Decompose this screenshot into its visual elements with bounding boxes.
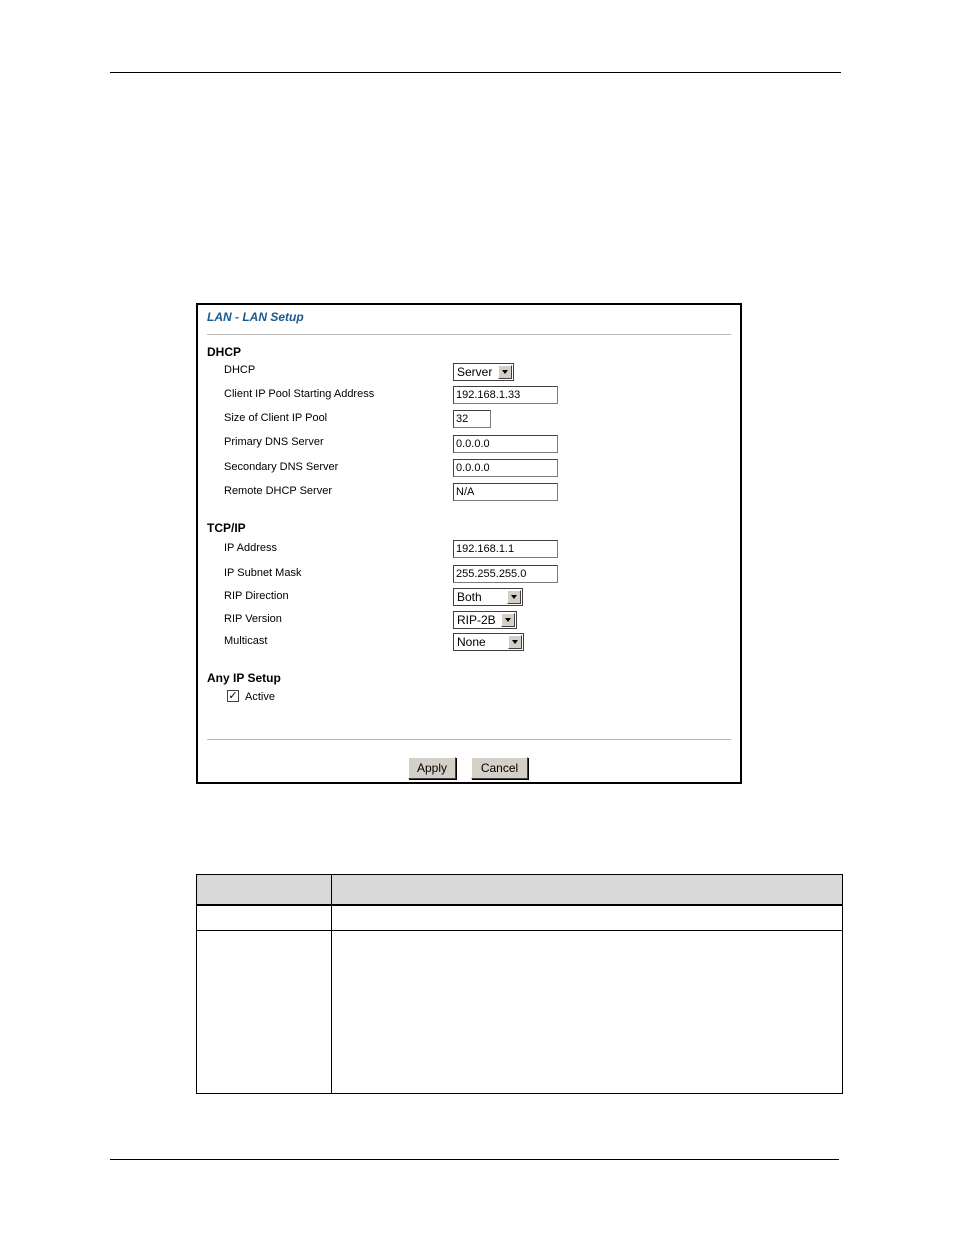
chevron-down-icon[interactable] (508, 635, 522, 649)
primary-dns-input[interactable]: 0.0.0.0 (453, 435, 558, 453)
table-border (196, 874, 843, 1094)
remote-dhcp-label: Remote DHCP Server (224, 485, 332, 497)
rip-direction-label: RIP Direction (224, 590, 289, 602)
header-rule (110, 72, 841, 73)
rip-version-select[interactable] (453, 611, 517, 629)
cancel-button[interactable]: Cancel (471, 757, 528, 779)
title-divider (207, 334, 731, 335)
anyip-section-heading: Any IP Setup (207, 671, 281, 685)
checkmark-icon: ✓ (228, 690, 238, 702)
subnet-mask-label: IP Subnet Mask (224, 567, 302, 579)
dhcp-select-value: Server (457, 365, 493, 379)
rip-direction-value: Both (457, 590, 482, 604)
multicast-label: Multicast (224, 635, 268, 647)
remote-dhcp-input[interactable]: N/A (453, 483, 558, 501)
pool-size-input[interactable]: 32 (453, 410, 491, 428)
apply-button[interactable]: Apply (408, 757, 456, 779)
chevron-down-icon[interactable] (501, 613, 515, 627)
rip-version-label: RIP Version (224, 613, 282, 625)
footer-rule (110, 1159, 839, 1160)
rip-direction-select[interactable] (453, 588, 523, 606)
chevron-down-icon[interactable] (507, 590, 521, 604)
dhcp-select[interactable] (453, 363, 514, 381)
screen-title: LAN - LAN Setup (207, 310, 304, 324)
active-label: Active (245, 691, 275, 703)
secondary-dns-label: Secondary DNS Server (224, 461, 339, 473)
description-table (196, 874, 843, 1094)
footer-divider (207, 739, 731, 740)
ip-address-label: IP Address (224, 542, 277, 554)
chevron-down-icon[interactable] (498, 365, 512, 379)
subnet-mask-input[interactable]: 255.255.255.0 (453, 565, 558, 583)
multicast-value: None (457, 635, 486, 649)
dhcp-label: DHCP (224, 364, 256, 376)
primary-dns-label: Primary DNS Server (224, 436, 324, 448)
lan-setup-screen (196, 303, 742, 784)
active-checkbox[interactable] (227, 690, 239, 702)
rip-version-value: RIP-2B (457, 613, 496, 627)
pool-start-label: Client IP Pool Starting Address (224, 388, 375, 400)
secondary-dns-input[interactable]: 0.0.0.0 (453, 459, 558, 477)
dhcp-section-heading: DHCP (207, 345, 242, 359)
multicast-select[interactable] (453, 633, 524, 651)
tcpip-section-heading: TCP/IP (207, 521, 246, 535)
pool-size-label: Size of Client IP Pool (224, 412, 328, 424)
pool-start-input[interactable]: 192.168.1.33 (453, 386, 558, 404)
ip-address-input[interactable]: 192.168.1.1 (453, 540, 558, 558)
